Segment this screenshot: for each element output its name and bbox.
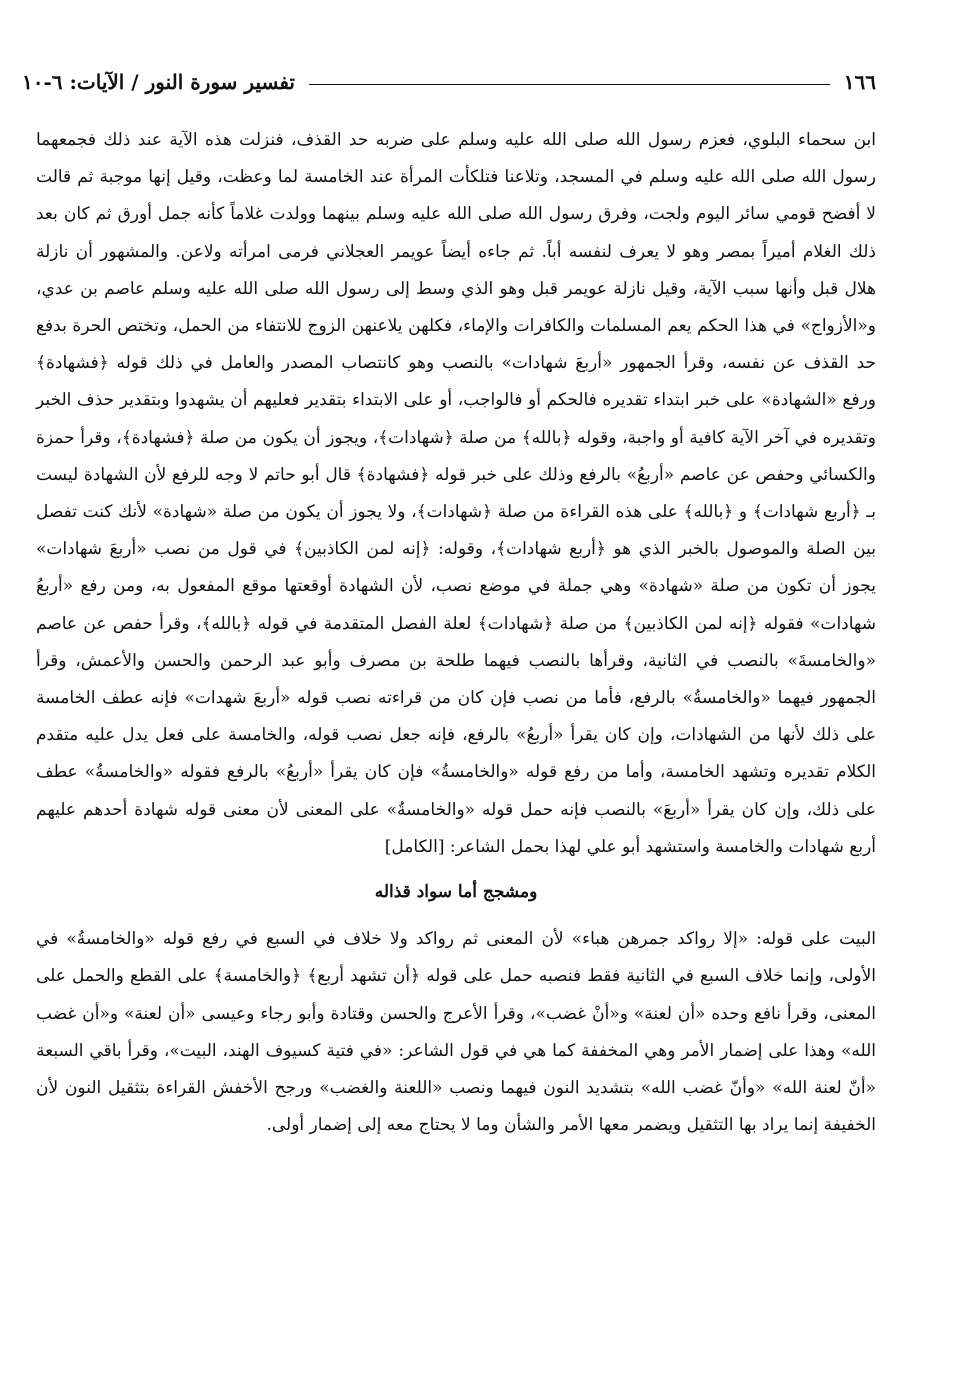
closing-paragraph: البيت على قوله: «إلا رواكد جمرهن هباء» لأن المعنى ثم رواكد ولا خلاف في السبع في رفع قوله «والخامسةُ» في الأولى، وإنما خلاف السبع في الثانية فقط فنصبه حمل على قوله ﴿أن تشهد أربع﴾ ﴿والخامسة﴾ على القطع والحمل على المعنى، وقرأ نافع وحده «أن لعنة» و«أنْ غضب»، وقرأ الأعرج والحسن وقتادة وأبو رجاء وعيسى «أن لعنة» و«أن غضب الله» وهذا على إضمار الأمر وهي المخففة كما هي في قول الشاعر: «في فتية كسيوف الهند، البيت»، وقرأ باقي السبعة «أنّ لعنة الله» «وأنّ غضب الله» بتشديد النون فيهما ونصب «اللعنة والغضب» ورجح الأخفش القراءة بتثقيل النون لأن الخفيفة إنما يراد بها التثقيل ويضمر معها الأمر والشأن وما لا يحتاج معه إلى إضمار أولى. bbox=[36, 929, 876, 1136]
poetry-verse: ومشجج أما سواد قذاله bbox=[374, 882, 538, 903]
main-text bbox=[36, 122, 876, 1144]
commentary-paragraph: ابن سحماء البلوي، فعزم رسول الله صلى الله عليه وسلم على ضربه حد القذف، فنزلت هذه الآية عند ذلك فجمعهما رسول الله صلى الله عليه وسلم في المسجد، وتلاعنا فتلكأت المرأة عند الخامسة لما وعظت، وقيل إنها موجبة ثم قالت لا أفضح قومي سائر اليوم ولجت، وفرق رسول الله صلى الله عليه وسلم بينهما وولدت غلاماً كأنه جمل أورق ثم كان بعد ذلك الغلام أميراً بمصر وهو لا يعرف لنفسه أباً. ثم جاءه أيضاً عويمر العجلاني فرمى امرأته ولاعن. والمشهور أن نازلة هلال قبل وأنها سبب الآية، وقيل نازلة عويمر قبل وهو الذي وسط إلى رسول الله صلى الله عليه وسلم عاصم بن عدي، و«الأزواج» في هذا الحكم يعم المسلمات والكافرات والإماء، فكلهن يلاعنهن الزوج للانتفاء من الحمل، وتختص الحرة بدفع حد القذف عن نفسه، وقرأ الجمهور «أربعَ شهادات» بالنصب وهو كانتصاب المصدر والعامل في ذلك قوله ﴿فشهادة﴾ ورفع «الشهادة» على خبر ابتداء تقديره فالحكم أو فالواجب، أو على الابتداء بتقدير فعليهم أن يشهدوا وبتقدير حذف الخبر وتقديره في آخر الآية كافية أو واجبة، وقوله ﴿بالله﴾ من صلة ﴿شهادات﴾، ويجوز أن يكون من صلة ﴿فشهادة﴾، وقرأ حمزة والكسائي وحفص عن عاصم «أربعُ» بالرفع وذلك على خبر قوله ﴿فشهادة﴾ قال أبو حاتم لا وجه للرفع لأن الشهادة ليست بـ ﴿أربع شهادات﴾ و ﴿بالله﴾ على هذه القراءة من صلة ﴿شهادات﴾، ولا يجوز أن يكون من صلة «شهادة» لأنك كنت تفصل بين الصلة والموصول بالخبر الذي هو ﴿أربع شهادات﴾، وقوله: ﴿إنه لمن الكاذبين﴾ في قول من نصب «أربعَ شهادات» يجوز أن تكون من صلة «شهادة» وهي جملة في موضع نصب، لأن الشهادة أوقعتها موقع المفعول به، ومن رفع «أربعُ شهادات» فقوله ﴿إنه لمن الكاذبين﴾ من صلة ﴿شهادات﴾ لعلة الفصل المتقدمة في قوله ﴿بالله﴾، وقرأ حفص عن عاصم «والخامسةَ» بالنصب في الثانية، وقرأها بالنصب فيهما طلحة بن مصرف وأبو عبد الرحمن والحسن والأعمش، وقرأ الجمهور فيهما «والخامسةُ» بالرفع، فأما من نصب فإن كان من قراءته نصب قوله «أربعَ شهدات» فإنه عطف الخامسة على ذلك لأنها من الشهادات، وإن كان يقرأ «أربعُ» بالرفع، فإنه جعل نصب قوله، والخامسة على فعل يدل عليه متقدم الكلام تقديره وتشهد الخامسة، وأما من رفع قوله «والخامسةُ» فإن كان يقرأ «أربعُ» بالرفع فقوله «والخامسةُ» عطف على ذلك، وإن كان يقرأ «أربعَ» بالنصب فإنه حمل قوله «والخامسةُ» على المعنى لأن معنى قوله شهادة أحدهم عليهم أربع شهادات والخامسة واستشهد أبو علي لهذا بحمل الشاعر: [الكامل] bbox=[36, 130, 876, 857]
page-header bbox=[22, 62, 876, 102]
header-rule bbox=[309, 84, 830, 85]
running-title: تفسير سورة النور / الآيات: ٦-١٠ bbox=[22, 70, 295, 94]
page-number: ١٦٦ bbox=[843, 70, 876, 94]
